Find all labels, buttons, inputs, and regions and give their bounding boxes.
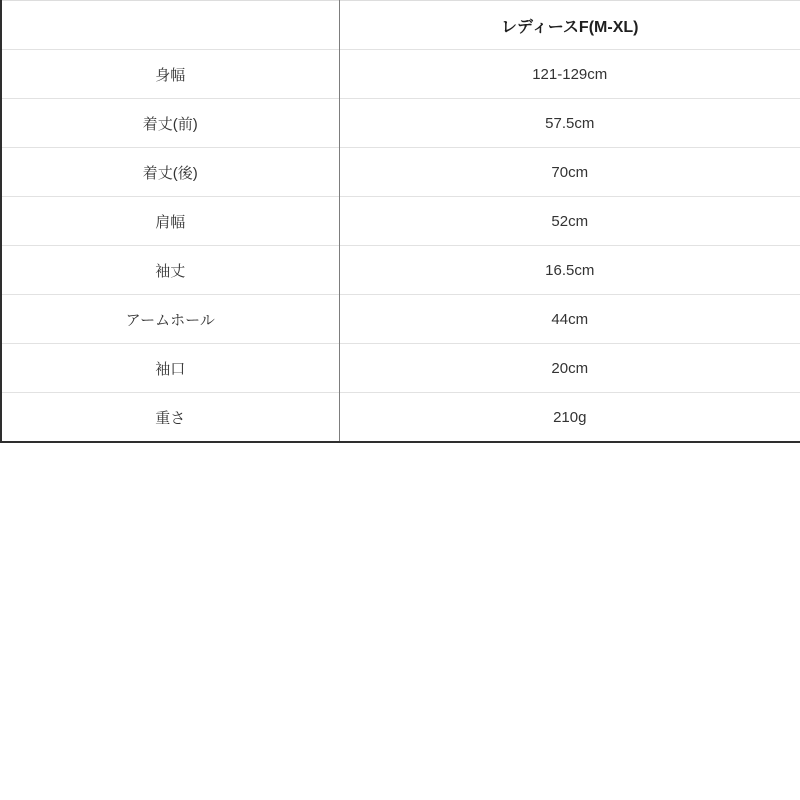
measurement-value: 44cm: [339, 295, 800, 344]
table-row: [1, 393, 800, 443]
header-size-column: レディースF(M-XL): [339, 1, 800, 50]
measurement-label: 袖口: [1, 344, 339, 393]
table-row: [1, 344, 800, 393]
table-row: [1, 99, 800, 148]
measurement-label: アームホール: [1, 295, 339, 344]
measurement-value: 70cm: [339, 148, 800, 197]
table-row: [1, 197, 800, 246]
measurement-label: 着丈(前): [1, 99, 339, 148]
measurement-value: 52cm: [339, 197, 800, 246]
measurement-value: 210g: [339, 393, 800, 443]
table-row: [1, 148, 800, 197]
measurement-value: 57.5cm: [339, 99, 800, 148]
measurement-label: 袖丈: [1, 246, 339, 295]
measurement-value: 121-129cm: [339, 50, 800, 99]
size-table-body: [1, 50, 800, 443]
table-row: [1, 50, 800, 99]
header-label-cell: [1, 1, 339, 50]
size-table-header: [1, 1, 800, 50]
table-row: [1, 295, 800, 344]
measurement-label: 身幅: [1, 50, 339, 99]
measurement-label: 重さ: [1, 393, 339, 443]
measurement-value: 20cm: [339, 344, 800, 393]
measurement-label: 肩幅: [1, 197, 339, 246]
measurement-value: 16.5cm: [339, 246, 800, 295]
header-row: [1, 1, 800, 50]
table-row: [1, 246, 800, 295]
measurement-label: 着丈(後): [1, 148, 339, 197]
